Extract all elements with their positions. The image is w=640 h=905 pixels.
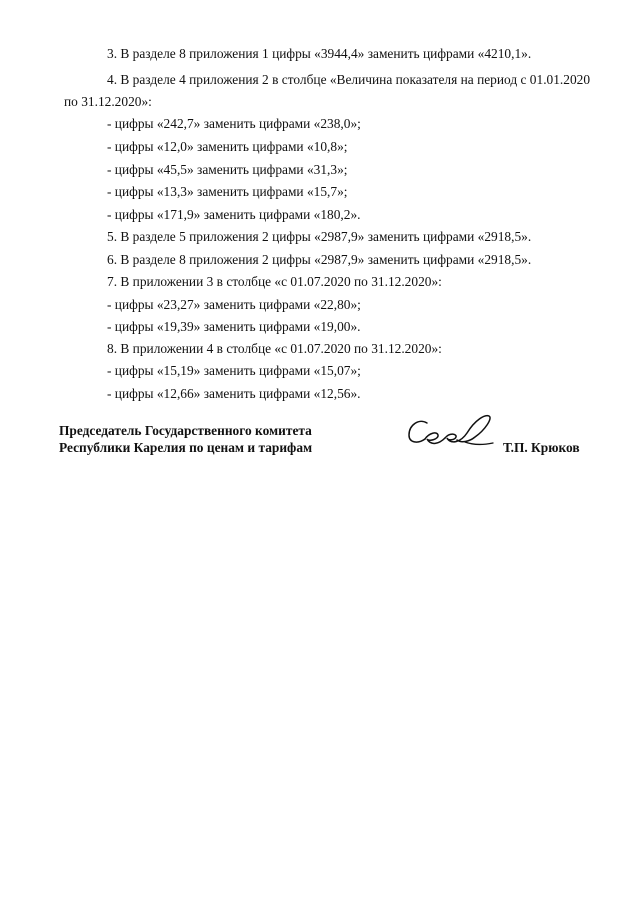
signatory-title-line-2: Республики Карелия по ценам и тарифам xyxy=(59,440,313,455)
handwritten-signature xyxy=(405,406,500,456)
item-4: 4. В разделе 4 приложения 2 в столбце «Величина показателя на период с 01.01.2020 xyxy=(107,72,591,87)
item-4-sub-2: - цифры «12,0» заменить цифрами «10,8»; xyxy=(107,139,348,154)
item-4-continuation: по 31.12.2020»: xyxy=(64,94,152,109)
item-3: 3. В разделе 8 приложения 1 цифры «3944,4» заменить цифрами «4210,1». xyxy=(107,46,532,61)
signatory-name: Т.П. Крюков xyxy=(503,440,580,455)
item-8-sub-1: - цифры «15,19» заменить цифрами «15,07»; xyxy=(107,363,361,378)
item-4-sub-1: - цифры «242,7» заменить цифрами «238,0»; xyxy=(107,116,361,131)
item-4-sub-4: - цифры «13,3» заменить цифрами «15,7»; xyxy=(107,184,348,199)
item-8-sub-2: - цифры «12,66» заменить цифрами «12,56». xyxy=(107,386,361,401)
item-5: 5. В разделе 5 приложения 2 цифры «2987,9» заменить цифрами «2918,5». xyxy=(107,229,532,244)
item-8: 8. В приложении 4 в столбце «с 01.07.2020 по 31.12.2020»: xyxy=(107,341,442,356)
item-4-sub-3: - цифры «45,5» заменить цифрами «31,3»; xyxy=(107,162,348,177)
item-6: 6. В разделе 8 приложения 2 цифры «2987,9» заменить цифрами «2918,5». xyxy=(107,252,532,267)
item-7: 7. В приложении 3 в столбце «с 01.07.2020 по 31.12.2020»: xyxy=(107,274,442,289)
item-4-sub-5: - цифры «171,9» заменить цифрами «180,2». xyxy=(107,207,361,222)
item-7-sub-1: - цифры «23,27» заменить цифрами «22,80»; xyxy=(107,297,361,312)
signatory-title-line-1: Председатель Государственного комитета xyxy=(59,423,312,438)
item-7-sub-2: - цифры «19,39» заменить цифрами «19,00». xyxy=(107,319,361,334)
